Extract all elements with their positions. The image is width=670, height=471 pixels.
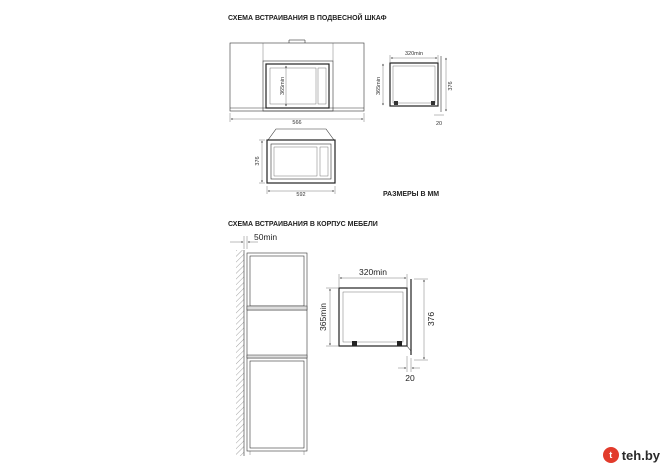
bottom-depth-label: 320min (359, 267, 387, 277)
top-side-total-height-label: 376 (448, 81, 454, 91)
microwave-side-view-bottom (326, 274, 428, 372)
watermark-text: teh.by (621, 447, 660, 463)
tall-cabinet (247, 253, 307, 455)
wall-hatched (236, 250, 244, 456)
wall-cabinet-front (230, 40, 364, 122)
top-side-depth-label: 320min (404, 51, 424, 57)
bottom-section-title: СХЕМА ВСТРАИВАНИЯ В КОРПУС МЕБЕЛИ (228, 221, 378, 228)
bottom-inner-height-label: 365min (318, 303, 328, 331)
watermark-badge-icon: t (603, 447, 619, 463)
front-width-label: 592 (296, 192, 306, 198)
top-side-gap-label: 20 (435, 121, 443, 127)
microwave-side-view-top (383, 55, 446, 115)
units-note: РАЗМЕРЫ В ММ (383, 191, 440, 198)
wall-gap-label: 50min (254, 232, 278, 242)
microwave-front-frame (259, 129, 335, 194)
bottom-total-height-label: 376 (426, 311, 436, 327)
top-opening-height-label: 365min (280, 76, 286, 96)
front-height-label: 376 (255, 156, 261, 166)
top-section-title: СХЕМА ВСТРАИВАНИЯ В ПОДВЕСНОЙ ШКАФ (228, 15, 387, 22)
watermark (603, 447, 660, 463)
top-side-inner-height-label: 365min (376, 76, 382, 96)
top-cabinet-width-label: 566 (292, 120, 302, 126)
bottom-gap-label: 20 (405, 373, 415, 383)
